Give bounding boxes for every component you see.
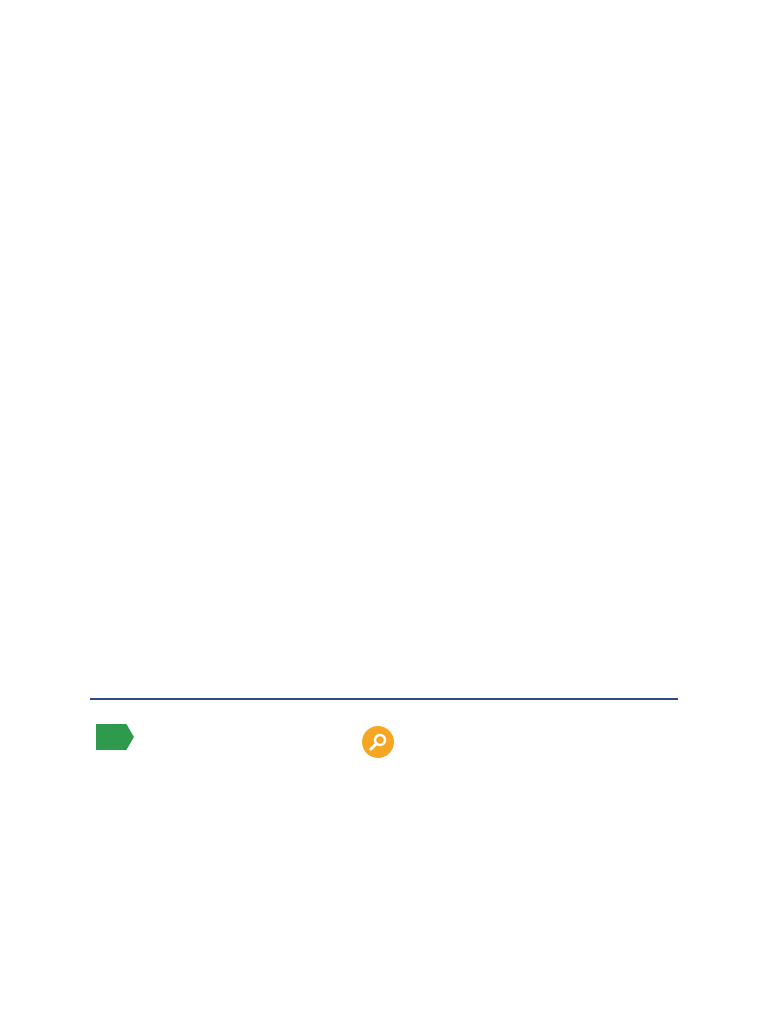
section-a-badge <box>96 724 134 750</box>
search-icon <box>362 726 394 758</box>
section-divider <box>90 698 678 700</box>
